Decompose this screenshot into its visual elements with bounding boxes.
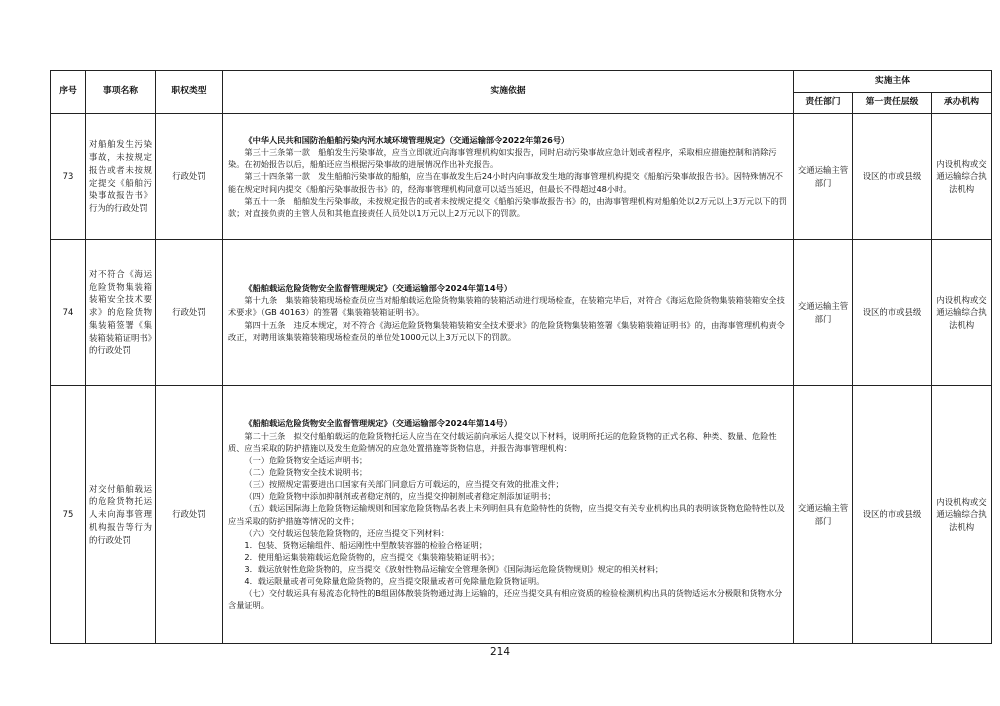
basis-clause: （二）危险货物安全技术说明书； bbox=[244, 466, 368, 477]
row-agency: 内设机构或交通运输综合执法机构 bbox=[932, 386, 992, 644]
basis-subclause: 3．载运放射性危险货物的，应当提交《放射性物品运输安全管理条例》《国际海运危险货物规则》规定的相关材料； bbox=[244, 564, 664, 575]
basis-article: 第四十五条 违反本规定，对不符合《海运危险货物集装箱装箱安全技术要求》的危险货物集装箱签署《集装箱装箱证明书》的，由海事管理机构责令改正，对聘用该集装箱装箱现场检查员的单位处1000元以上3万元以下的罚款。 bbox=[228, 319, 785, 342]
header-dept: 责任部门 bbox=[794, 93, 853, 114]
row-item-name: 对不符合《海运危险货物集装箱装箱安全技术要求》的危险货物集装箱签署《集装箱装箱证明书》的行政处罚 bbox=[86, 240, 156, 386]
row-no: 74 bbox=[51, 240, 86, 386]
basis-subclause: 1．包装、货物运输组件、船运刚性中型散装容器的检验合格证明； bbox=[244, 539, 488, 550]
table-row bbox=[51, 114, 992, 240]
row-basis bbox=[223, 386, 794, 644]
header-agency: 承办机构 bbox=[932, 93, 992, 114]
page-number: 214 bbox=[489, 646, 511, 658]
basis-law-title: 《船舶载运危险货物安全监督管理规定》（交通运输部令2024年第14号） bbox=[244, 283, 512, 294]
table-row bbox=[51, 386, 992, 644]
row-item-name: 对船舶发生污染事故，未按规定报告或者未按规定提交《船舶污染事故报告书》行为的行政处罚 bbox=[86, 114, 156, 240]
basis-clause: （一）危险货物安全适运声明书； bbox=[244, 454, 368, 465]
basis-subclause: 2．使用船运集装箱载运危险货物的，应当提交《集装箱装箱证明书》； bbox=[244, 551, 500, 562]
row-dept: 交通运输主管部门 bbox=[794, 240, 853, 386]
enforcement-table bbox=[50, 70, 992, 644]
basis-article: 第三十四条第一款 发生船舶污染事故的船舶，应当在事故发生后24小时内向事故发生地的海事管理机构提交《船舶污染事故报告书》。因特殊情况不能在规定时间内提交《船舶污染事故报告书》的，经海事管理机构同意可以适当延迟，但最长不得超过48小时。 bbox=[228, 171, 783, 194]
row-level: 设区的市或县级 bbox=[853, 114, 932, 240]
basis-article: 第五十一条 船舶发生污染事故，未按规定报告的或者未按规定提交《船舶污染事故报告书》的，由海事管理机构对船舶处以2万元以上3万元以下的罚款；对直接负责的主管人员和其他直接责任人员处以1万元以上2万元以下的罚款。 bbox=[228, 195, 787, 218]
basis-article: 第二十三条 拟交付船舶载运的危险货物托运人应当在交付载运前向承运人提交以下材料，说明所托运的危险货物的正式名称、种类、数量、危险性质、应当采取的防护措施以及发生危险情况的应急处置措施等货物信息，并报告海事管理机构： bbox=[228, 430, 777, 453]
row-no: 73 bbox=[51, 114, 86, 240]
header-item-name: 事项名称 bbox=[86, 71, 156, 114]
row-power-type: 行政处罚 bbox=[156, 240, 223, 386]
row-item-name: 对交付船舶载运的危险货物托运人未向海事管理机构报告等行为的行政处罚 bbox=[86, 386, 156, 644]
row-power-type: 行政处罚 bbox=[156, 386, 223, 644]
row-dept: 交通运输主管部门 bbox=[794, 114, 853, 240]
row-no: 75 bbox=[51, 386, 86, 644]
header-level: 第一责任层级 bbox=[853, 93, 932, 114]
row-agency: 内设机构或交通运输综合执法机构 bbox=[932, 240, 992, 386]
basis-law-title: 《船舶载运危险货物安全监督管理规定》（交通运输部令2024年第14号） bbox=[244, 418, 512, 429]
header-no: 序号 bbox=[51, 71, 86, 114]
header-basis: 实施依据 bbox=[223, 71, 794, 114]
row-level: 设区的市或县级 bbox=[853, 386, 932, 644]
basis-subclause: 4．载运限量或者可免除量危险货物的，应当提交限量或者可免除量危险货物证明。 bbox=[244, 576, 545, 587]
row-basis bbox=[223, 240, 794, 386]
row-dept: 交通运输主管部门 bbox=[794, 386, 853, 644]
basis-clause: （三）按照规定需要进出口国家有关部门同意后方可载运的，应当提交有效的批准文件； bbox=[244, 479, 564, 490]
basis-article: 第三十三条第一款 船舶发生污染事故，应当立即就近向海事管理机构如实报告，同时启动污染事故应急计划或者程序，采取相应措施控制和消除污染。在初始报告以后，船舶还应当根据污染事故的进展情况作出补充报告。 bbox=[228, 147, 777, 170]
row-power-type: 行政处罚 bbox=[156, 114, 223, 240]
header-subject: 实施主体 bbox=[794, 71, 992, 93]
basis-law-title: 《中华人民共和国防治船舶污染内河水域环境管理规定》（交通运输部令2022年第26号） bbox=[244, 135, 570, 145]
row-level: 设区的市或县级 bbox=[853, 240, 932, 386]
basis-clause: （五）载运国际海上危险货物运输规则和国家危险货物品名表上未列明但具有危险特性的货物，应当提交有关专业机构出具的表明该货物危险特性以及应当采取的防护措施等情况的文件； bbox=[228, 503, 785, 526]
row-basis bbox=[223, 114, 794, 240]
row-agency: 内设机构或交通运输综合执法机构 bbox=[932, 114, 992, 240]
basis-clause: （四）危险货物中添加抑制剂或者稳定剂的，应当提交抑制剂或者稳定剂添加证明书； bbox=[244, 491, 556, 502]
basis-article: 第十九条 集装箱装箱现场检查员应当对船舶载运危险货物集装箱的装箱活动进行现场检查，在装箱完毕后，对符合《海运危险货物集装箱装箱安全技术要求》（GB 40163）的签署《集装箱装箱证明书》。 bbox=[228, 295, 785, 318]
basis-clause: （六）交付载运包装危险货物的，还应当提交下列材料： bbox=[244, 527, 450, 538]
basis-clause: （七）交付载运具有易流态化特性的B组固体散装货物通过海上运输的，还应当提交具有相应资质的检验检测机构出具的货物适运水分极限和货物水分含量证明。 bbox=[228, 588, 783, 611]
header-power-type: 职权类型 bbox=[156, 71, 223, 114]
table-row bbox=[51, 240, 992, 386]
